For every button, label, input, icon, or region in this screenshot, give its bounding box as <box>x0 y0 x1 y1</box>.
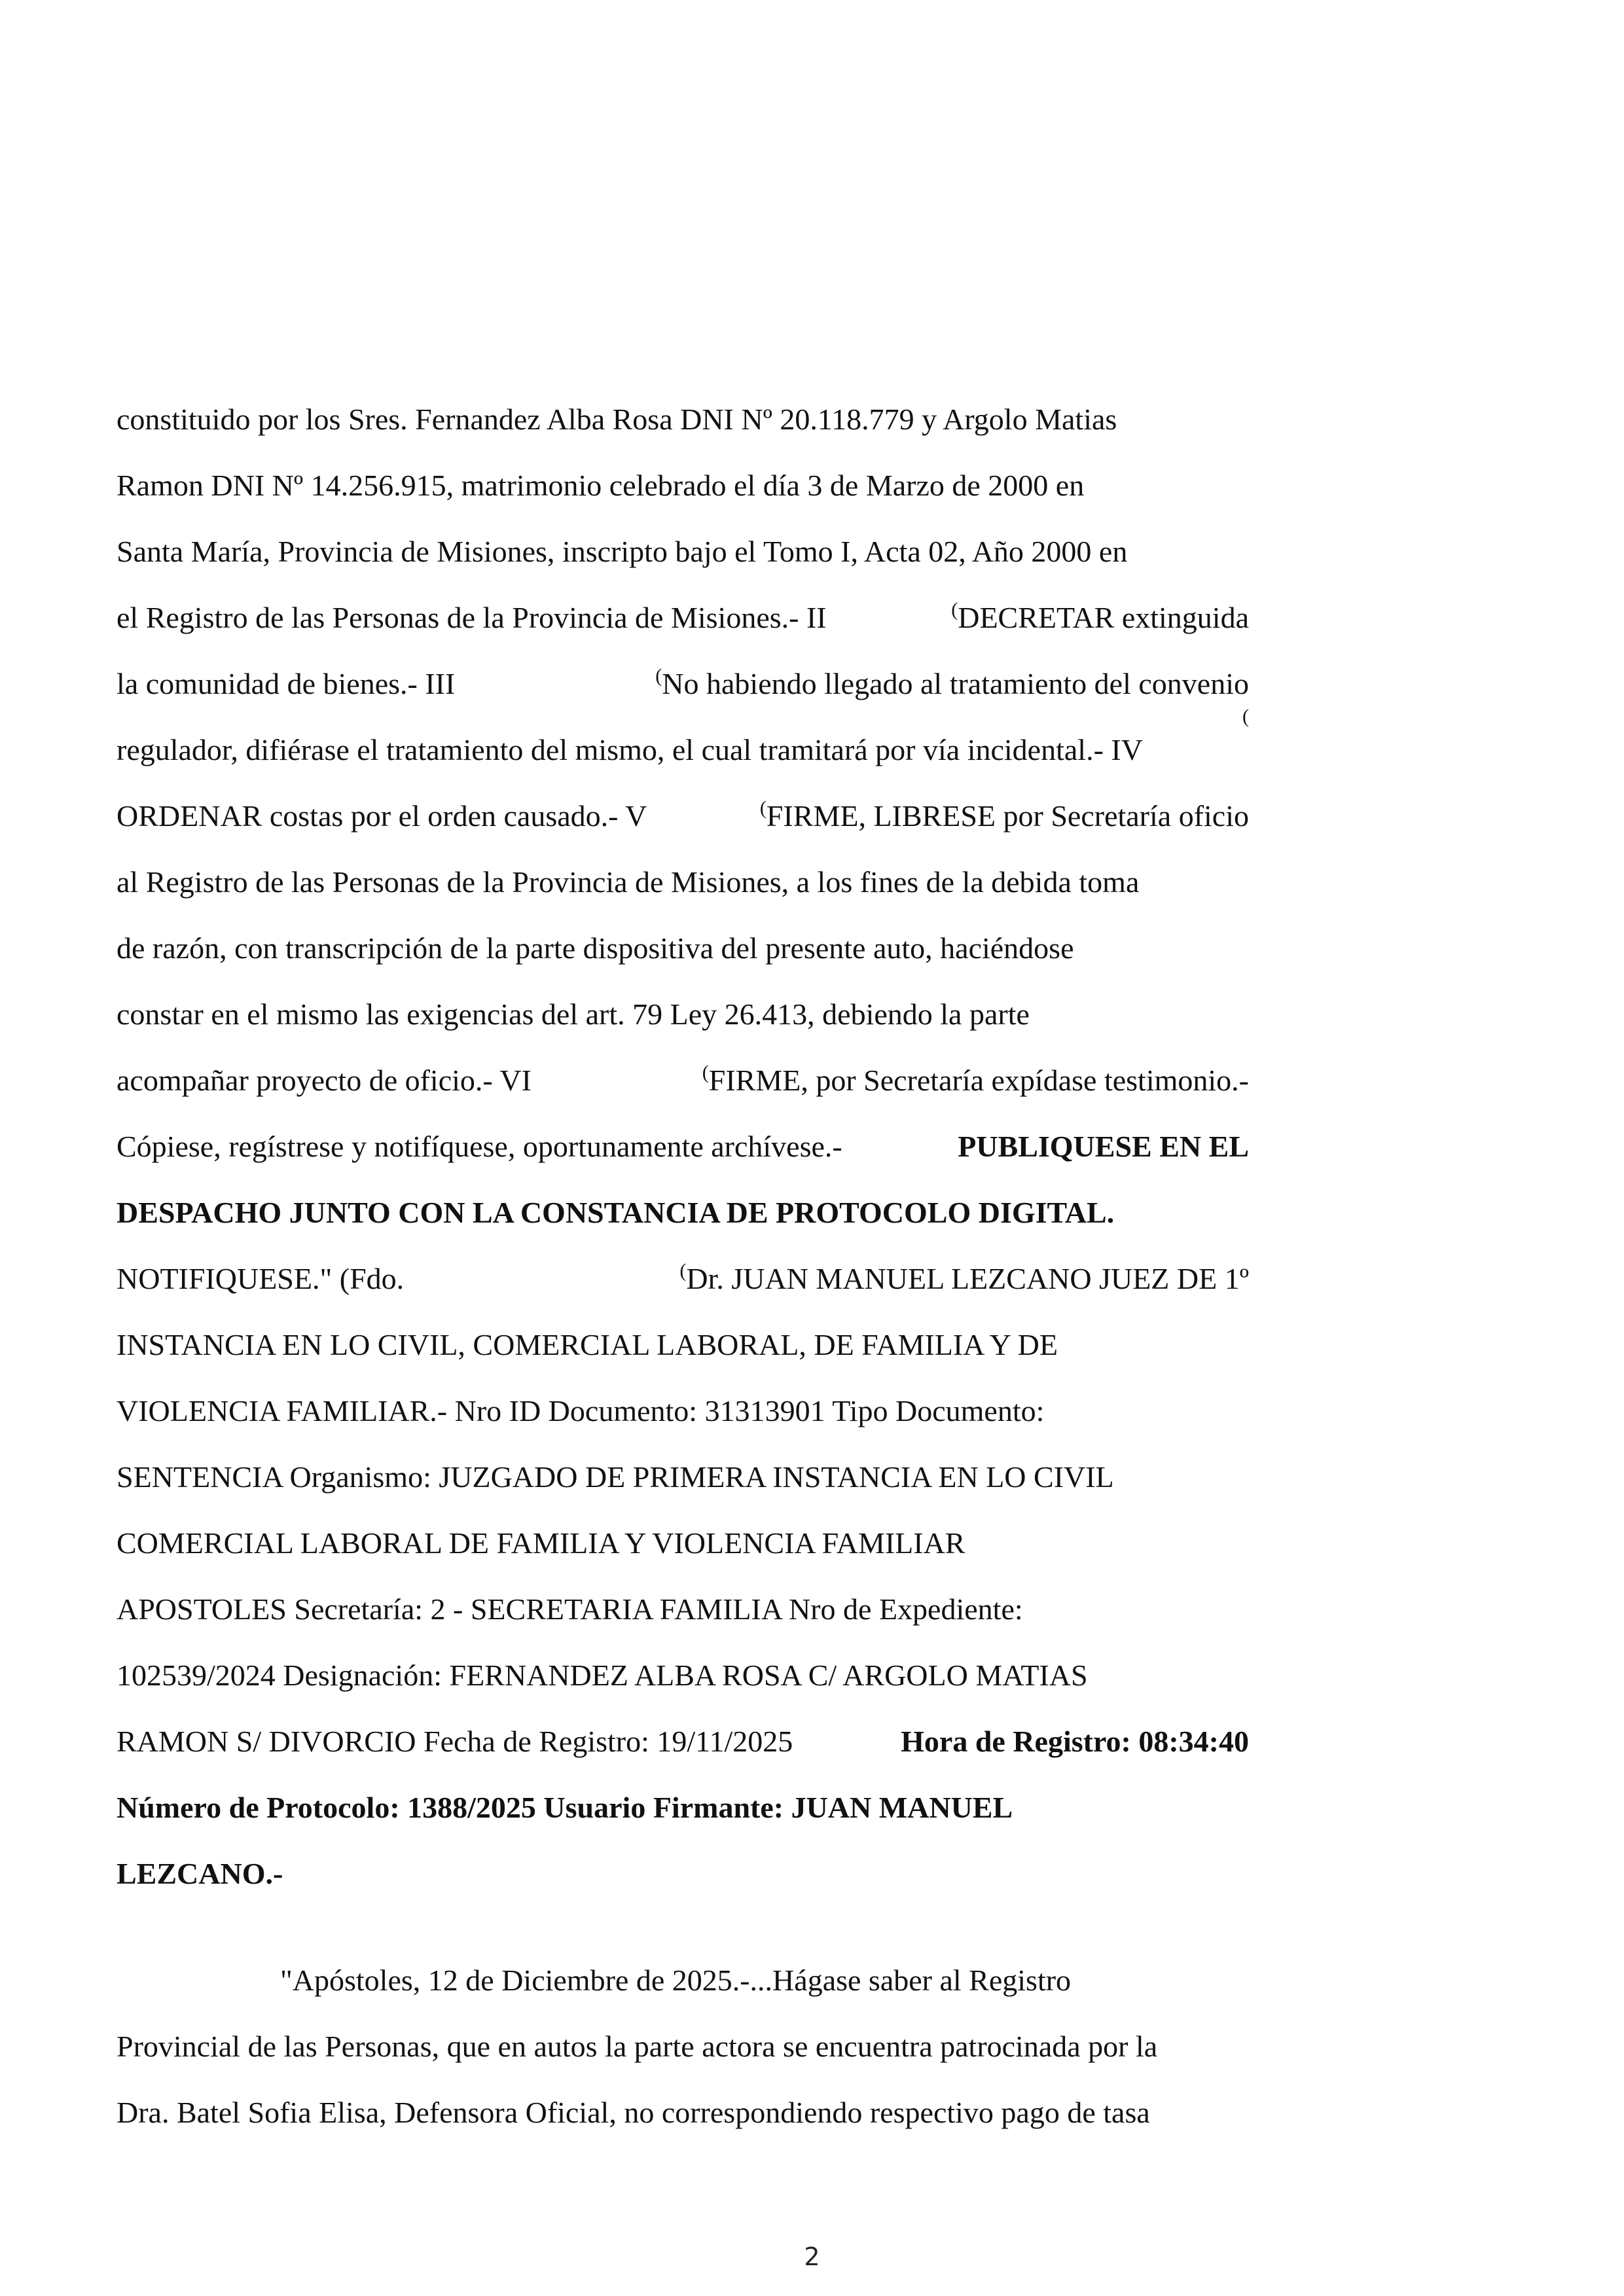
text-line <box>117 584 1249 651</box>
text-run: (No habiendo llegado al tratamiento del convenio <box>655 651 1249 717</box>
text-run: Cópiese, regístrese y notifíquese, oportunamente archívese.- <box>117 1130 842 1163</box>
text-line: constituido por los Sres. Fernandez Alba Rosa DNI Nº 20.118.779 y Argolo Matias <box>117 403 1117 436</box>
text-line: APOSTOLES Secretaría: 2 - SECRETARIA FAMILIA Nro de Expediente: <box>117 1592 1023 1626</box>
text-run: FIRME, por Secretaría expídase testimonio.- <box>708 1064 1249 1097</box>
text-line <box>117 1708 1249 1774</box>
text-line <box>117 783 1249 849</box>
text-line: constar en el mismo las exigencias del art. 79 Ley 26.413, debiendo la parte <box>117 997 1030 1031</box>
text-run: (FIRME, LIBRESE por Secretaría oficio <box>760 783 1249 849</box>
text-run: el Registro de las Personas de la Provincia de Misiones.- II <box>117 601 827 634</box>
text-run: (FIRME, por Secretaría expídase testimonio.- <box>702 1047 1249 1113</box>
text-line <box>117 1246 1249 1312</box>
bold-text-run: Hora de Registro: 08:34:40 <box>901 1725 1249 1758</box>
text-line: COMERCIAL LABORAL DE FAMILIA Y VIOLENCIA FAMILIAR <box>117 1526 965 1560</box>
text-run: FIRME, LIBRESE por Secretaría oficio <box>766 799 1249 833</box>
text-run: (Dr. JUAN MANUEL LEZCANO JUEZ DE 1º <box>679 1246 1249 1312</box>
text-run: NOTIFIQUESE." (Fdo. <box>117 1262 405 1295</box>
text-line <box>117 1047 1249 1113</box>
text-run: acompañar proyecto de oficio.- VI <box>117 1064 532 1097</box>
text-run: regulador, difiérase el tratamiento del mismo, el cual tramitará por vía incidental.- IV <box>117 733 1143 766</box>
text-line: Dra. Batel Sofia Elisa, Defensora Oficial, no correspondiendo respectivo pago de tasa <box>117 2096 1150 2129</box>
text-line: de razón, con transcripción de la parte dispositiva del presente auto, haciéndose <box>117 931 1074 965</box>
text-run: (DECRETAR extinguida <box>951 584 1249 651</box>
text-line: VIOLENCIA FAMILIAR.- Nro ID Documento: 31313901 Tipo Documento: <box>117 1394 1045 1427</box>
text-line: SENTENCIA Organismo: JUZGADO DE PRIMERA INSTANCIA EN LO CIVIL <box>117 1460 1114 1494</box>
resolution-paragraph <box>117 386 1249 1907</box>
notice-paragraph <box>117 1947 1249 2145</box>
text-line: "Apóstoles, 12 de Diciembre de 2025.-...Hágase saber al Registro <box>280 1964 1072 1997</box>
text-line <box>117 1113 1249 1179</box>
text-line: Ramon DNI Nº 14.256.915, matrimonio celebrado el día 3 de Marzo de 2000 en <box>117 469 1085 502</box>
bold-text-run: PUBLIQUESE EN EL <box>958 1130 1249 1163</box>
bold-text-line: DESPACHO JUNTO CON LA CONSTANCIA DE PROTOCOLO DIGITAL. <box>117 1196 1115 1229</box>
text-run: la comunidad de bienes.- III <box>117 667 456 700</box>
text-line: INSTANCIA EN LO CIVIL, COMERCIAL LABORAL, DE FAMILIA Y DE <box>117 1328 1058 1361</box>
text-line: 102539/2024 Designación: FERNANDEZ ALBA ROSA C/ ARGOLO MATIAS <box>117 1659 1088 1692</box>
text-line: Santa María, Provincia de Misiones, inscripto bajo el Tomo I, Acta 02, Año 2000 en <box>117 535 1128 568</box>
bold-text-line: LEZCANO.- <box>117 1857 283 1890</box>
text-run: No habiendo llegado al tratamiento del convenio <box>662 667 1249 700</box>
text-line <box>117 706 1249 783</box>
text-run: DECRETAR extinguida <box>958 601 1249 634</box>
text-line <box>117 651 1249 717</box>
bold-text-line: Número de Protocolo: 1388/2025 Usuario Firmante: JUAN MANUEL <box>117 1791 1013 1824</box>
text-line: Provincial de las Personas, que en autos la parte actora se encuentra patrocinada por la <box>117 2030 1158 2063</box>
superscript-marker: ( <box>1242 706 1249 727</box>
text-line: al Registro de las Personas de la Provincia de Misiones, a los fines de la debida toma <box>117 865 1140 899</box>
text-run: Dr. JUAN MANUEL LEZCANO JUEZ DE 1º <box>686 1262 1249 1295</box>
text-run: ORDENAR costas por el orden causado.- V <box>117 799 647 833</box>
page-number: 2 <box>804 2242 820 2271</box>
text-run: RAMON S/ DIVORCIO Fecha de Registro: 19/11/2025 <box>117 1725 793 1758</box>
